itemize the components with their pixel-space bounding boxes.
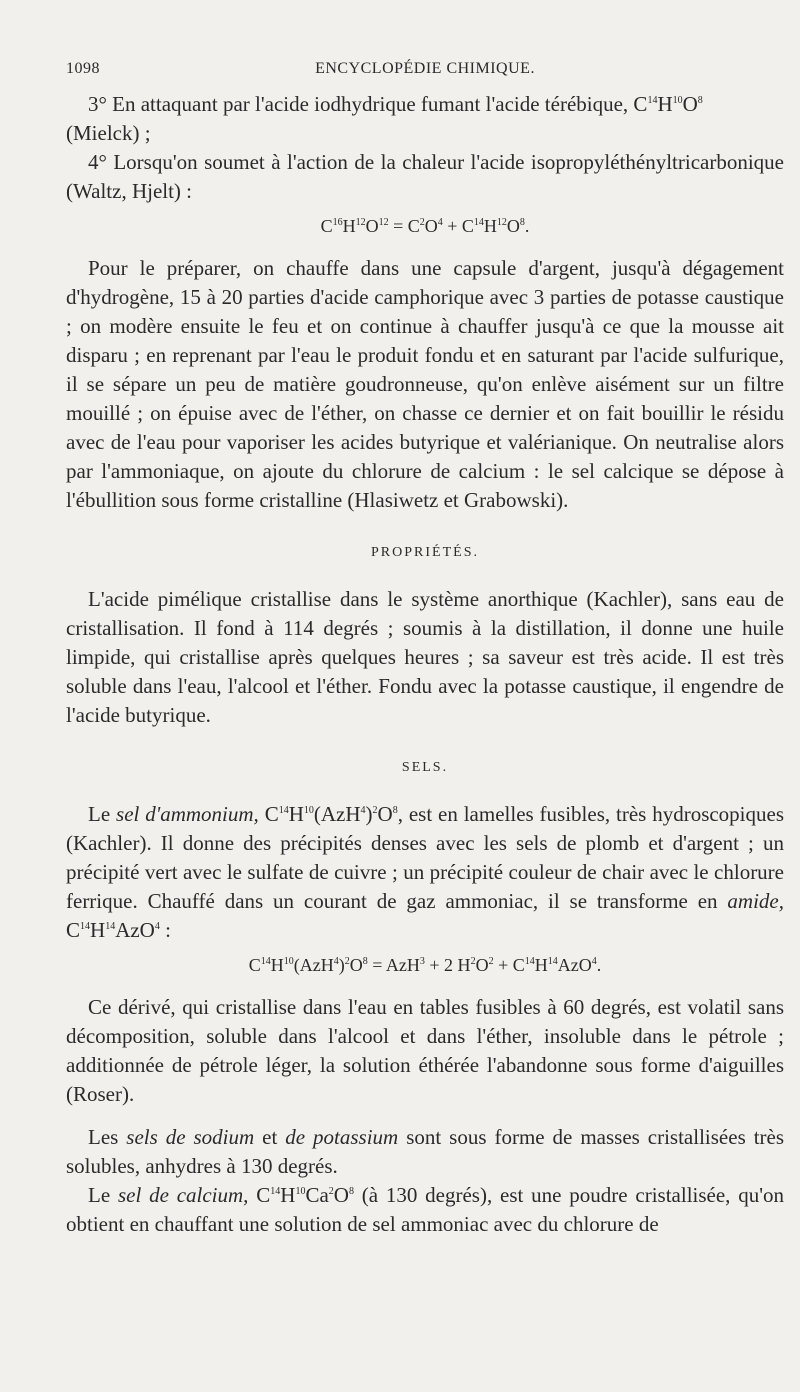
equation-2: $C^{14}H^{10}(AzH^4)^2O^8 = AzH^3 + 2$ $H^2O^2 + C^{14}H^{14}AzO^4$. <box>248 955 602 975</box>
page <box>66 60 784 1239</box>
calcium-paragraph: Le sel de calcium, $C^{14}H^{10}Ca^2O^8$ (à 130 degrés), est une poudre cristallisée, qu'on obtient en chauffant une solution de sel ammoniac avec du chlorure de <box>66 1183 785 1236</box>
ammonium-paragraph: Le sel d'ammonium, $C^{14}H^{10}(AzH^4)^2O^8$, est en lamelles fusibles, très hydroscopiques (Kachler). Il donne des précipités denses avec les sels de plomb et d'argent ; un précipité vert avec le sulfate de cuivre ; un précipité couleur de chair avec le chlorure ferrique. Chauffé dans un courant de gaz ammoniac, il se transforme en amide, $C^{14}H^{14}AzO^4$ : <box>66 802 785 942</box>
preparation-paragraph: Pour le préparer, on chauffe dans une capsule d'argent, jusqu'à dégagement d'hydrogène, 15 à 20 parties d'acide camphorique avec 3 parties de potasse caustique ; on modère ensuite le feu et on continue à chauffer jusqu'à ce que la mousse ait disparu ; en reprenant par l'eau le produit fondu et en saturant par l'acide sulfurique, il se sépare un peu de matière goudronneuse, qu'on enlève aisément sur un filtre mouillé ; on épuise avec de l'éther, on chasse ce dernier et on fait bouillir le résidu avec de l'eau pour vaporiser les acides butyrique et valérianique. On neutralise alors par l'ammoniaque, on ajoute du chlorure de calcium : le sel calcique se dépose à l'ébullition sous forme cristalline (Hlasiwetz et Grabowski). <box>66 256 784 512</box>
item-3-cont: (Mielck) ; <box>66 121 151 145</box>
item-4: 4° Lorsqu'on soumet à l'action de la chaleur l'acide isopropyléthényltricarbonique (Waltz, Hjelt) : <box>66 150 784 203</box>
derive-paragraph: Ce dérivé, qui cristallise dans l'eau en tables fusibles à 60 degrés, est volatil sans décomposition, soluble dans l'alcool et dans l'éther, insoluble dans le pétrole ; additionnée de pétrole léger, la solution éthérée l'abandonne sous forme d'aiguilles (Roser). <box>66 995 784 1106</box>
section-title-sels: SELS. <box>401 760 449 775</box>
proprietes-paragraph: L'acide pimélique cristallise dans le système anorthique (Kachler), sans eau de cristallisation. Il fond à 114 degrés ; soumis à la distillation, il donne une huile limpide, qui cristallise après quelques heures ; sa saveur est très acide. Il est très soluble dans l'eau, l'alcool et l'éther. Fondu avec la potasse caustique, il engendre de l'acide butyrique. <box>66 587 784 727</box>
page-header <box>66 60 784 90</box>
running-title: ENCYCLOPÉDIE CHIMIQUE. <box>315 60 535 77</box>
sodium-paragraph: Les sels de sodium et de potassium sont sous forme de masses cristallisées très solubles, anhydres à 130 degrés. <box>66 1125 785 1178</box>
equation-1: $C^{16}H^{12}O^{12} = C^2O^4 + C^{14}H^{12}O^8$. <box>320 216 530 236</box>
item-3: 3° En attaquant par l'acide iodhydrique fumant l'acide térébique, $C^{14}H^{10}O^8$ <box>88 92 703 116</box>
section-title-proprietes: PROPRIÉTÉS. <box>371 545 479 560</box>
page-number: 1098 <box>66 60 100 77</box>
